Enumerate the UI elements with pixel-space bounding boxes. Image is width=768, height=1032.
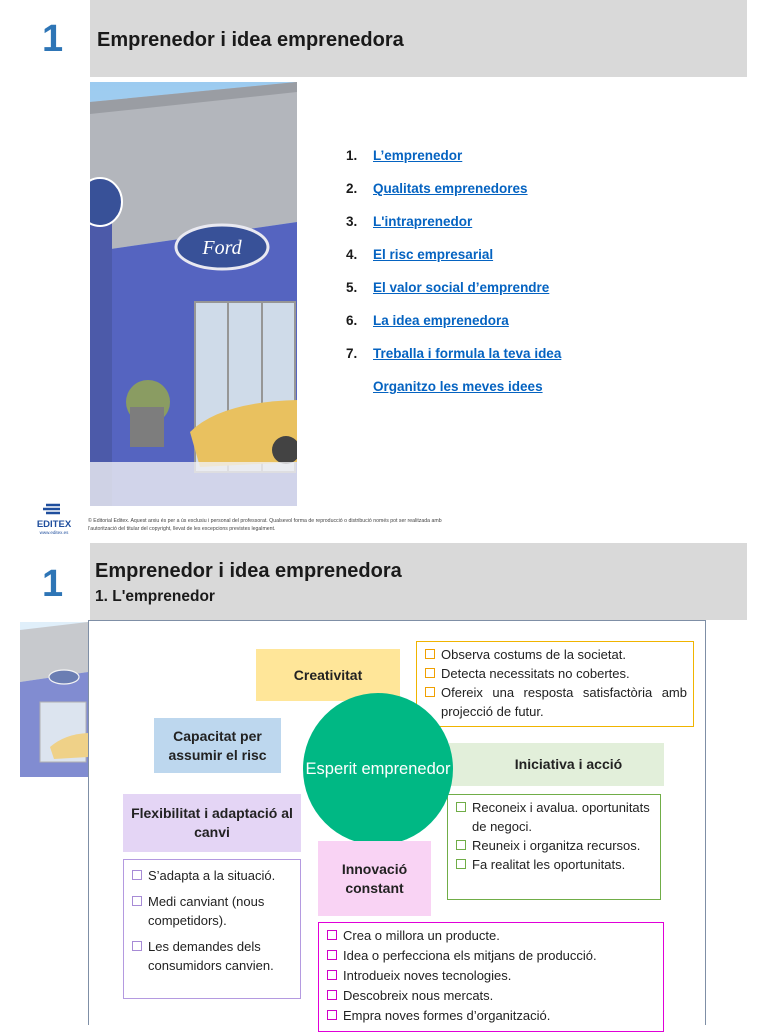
iniciativa-tag: Iniciativa i acció xyxy=(449,743,664,786)
creativitat-list xyxy=(416,641,694,727)
toc-item-7[interactable]: 7. Treballa i formula la teva idea xyxy=(346,346,561,379)
toc-link[interactable]: El valor social d’emprendre xyxy=(373,280,550,295)
svg-text:Ford: Ford xyxy=(202,237,242,259)
list-item: Detecta necessitats no cobertes. xyxy=(423,664,687,683)
list-item: S’adapta a la situació. xyxy=(130,866,294,885)
list-item: Medi canviant (nous competidors). xyxy=(130,892,294,930)
toc-item-4[interactable]: 4. El risc empresarial xyxy=(346,247,561,280)
ford-dealership-photo xyxy=(90,82,297,506)
slide2-title: Emprenedor i idea emprenedora xyxy=(95,560,402,582)
toc-item-8[interactable] xyxy=(346,379,561,412)
toc-item-3[interactable]: 3. L'intraprenedor xyxy=(346,214,561,247)
logo-url: www.editex.es xyxy=(39,530,69,535)
toc-item-2[interactable]: 2. Qualitats emprenedores xyxy=(346,181,561,214)
toc-link[interactable]: El risc empresarial xyxy=(373,247,494,262)
list-item: Crea o millora un producte. xyxy=(325,926,657,946)
toc-link[interactable]: Treballa i formula la teva idea xyxy=(373,346,562,361)
list-item: Descobreix nous mercats. xyxy=(325,986,657,1006)
innovacio-tag: Innovació constant xyxy=(318,841,431,916)
esperit-emprenedor-circle: Esperit emprenedor xyxy=(303,693,453,845)
slide1-unit-number: 1 xyxy=(42,18,64,60)
toc-link[interactable]: Qualitats emprenedores xyxy=(373,181,528,196)
list-item: Reuneix i organitza recursos. xyxy=(454,836,654,855)
iniciativa-list xyxy=(447,794,661,900)
list-item: Ofereix una resposta satisfactòria amb projecció de futur. xyxy=(423,683,687,721)
entrepreneur-diagram xyxy=(88,620,706,1025)
list-item: Reconeix i avalua. oportunitats de negoci. xyxy=(454,798,654,836)
list-item: Les demandes dels consumidors canvien. xyxy=(130,937,294,975)
logo-mark xyxy=(43,505,60,513)
slide2-subtitle: 1. L'emprenedor xyxy=(95,588,215,605)
list-item: Fa realitat les oportunitats. xyxy=(454,855,654,874)
list-item: Idea o perfecciona els mitjans de producció. xyxy=(325,946,657,966)
toc-link[interactable]: Organitzo les meves idees xyxy=(373,379,543,394)
flexibilitat-tag: Flexibilitat i adaptació al canvi xyxy=(123,794,301,852)
toc-item-5[interactable]: 5. El valor social d’emprendre xyxy=(346,280,561,313)
ford-dealership-thumbnail xyxy=(20,622,88,777)
creativitat-tag: Creativitat xyxy=(256,649,400,701)
risc-tag: Capacitat per assumir el risc xyxy=(154,718,281,773)
list-item: Empra noves formes d’organització. xyxy=(325,1006,657,1026)
slide2-unit-number: 1 xyxy=(42,563,64,605)
logo-text: EDITEX xyxy=(36,519,72,530)
copyright-notice: © Editorial Editex. Aquest arxiu és per a ús exclusiu i personal del professorat. Qualsevol forma de reproducció o distribució només pot ser realitzada amb l’autorització del titular del copyright, llevat de les excepcions previstes legalment. xyxy=(88,518,442,532)
table-of-contents xyxy=(346,148,561,412)
list-item: Introdueix noves tecnologies. xyxy=(325,966,657,986)
toc-item-1[interactable]: 1. L’emprenedor xyxy=(346,148,561,181)
toc-link[interactable]: L'intraprenedor xyxy=(373,214,473,229)
slide1-title: Emprenedor i idea emprenedora xyxy=(97,29,404,51)
flexibilitat-list xyxy=(123,859,301,999)
innovacio-list xyxy=(318,922,664,1032)
list-item: Observa costums de la societat. xyxy=(423,645,687,664)
toc-item-6[interactable]: 6. La idea emprenedora xyxy=(346,313,561,346)
toc-link[interactable]: La idea emprenedora xyxy=(373,313,509,328)
toc-link[interactable]: L’emprenedor xyxy=(373,148,463,163)
editex-logo xyxy=(32,503,76,537)
